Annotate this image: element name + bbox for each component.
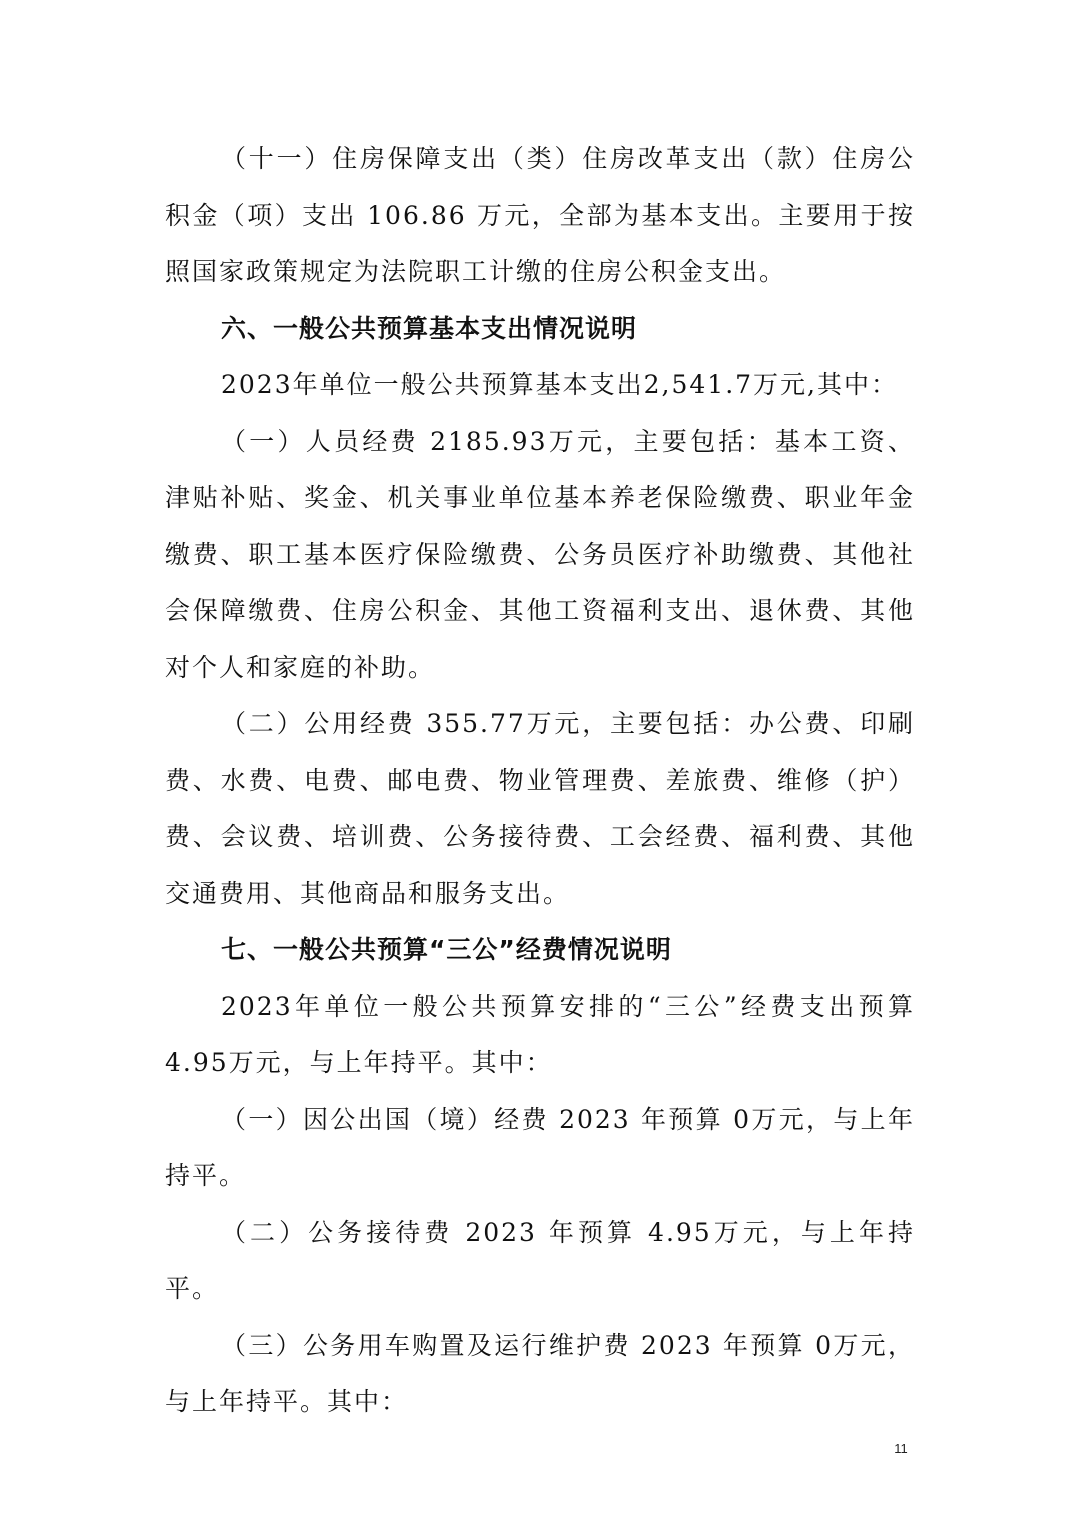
- page-number: 11: [894, 1441, 908, 1456]
- paragraph-overseas-travel: （一）因公出国（境）经费 2023 年预算 0万元，与上年持平。: [165, 1104, 915, 1190]
- paragraph-public-expenses: （二）公用经费 355.77万元，主要包括：办公费、印刷费、水费、电费、邮电费、物业管理费、差旅费、维修（护）费、会议费、培训费、公务接待费、工会经费、福利费、其他交通费用、其他商品和服务支出。: [165, 709, 915, 908]
- paragraph-official-vehicles: （三）公务用车购置及运行维护费 2023 年预算 0万元，与上年持平。其中：: [165, 1330, 915, 1416]
- paragraph-personnel-expenses: （一）人员经费 2185.93万元，主要包括：基本工资、津贴补贴、奖金、机关事业单位基本养老保险缴费、职业年金缴费、职工基本医疗保险缴费、公务员医疗补助缴费、其他社会保障缴费、住房公积金、其他工资福利支出、退休费、其他对个人和家庭的补助。: [165, 426, 915, 682]
- paragraph-housing-provident-fund: （十一）住房保障支出（类）住房改革支出（款）住房公积金（项）支出 106.86 万元，全部为基本支出。主要用于按照国家政策规定为法院职工计缴的住房公积金支出。: [165, 144, 915, 286]
- document-body: [165, 131, 915, 1431]
- paragraph-official-reception: （二）公务接待费 2023 年预算 4.95万元，与上年持平。: [165, 1217, 915, 1303]
- section-heading-basic-expenditure: 六、一般公共预算基本支出情况说明: [221, 313, 638, 343]
- paragraph-three-public-total: 2023年单位一般公共预算安排的“三公”经费支出预算4.95万元，与上年持平。其中：: [165, 991, 915, 1077]
- section-heading-three-public-expenses: 七、一般公共预算“三公”经费情况说明: [221, 935, 672, 964]
- paragraph-basic-expenditure-total: 2023年单位一般公共预算基本支出2,541.7万元,其中：: [221, 370, 898, 399]
